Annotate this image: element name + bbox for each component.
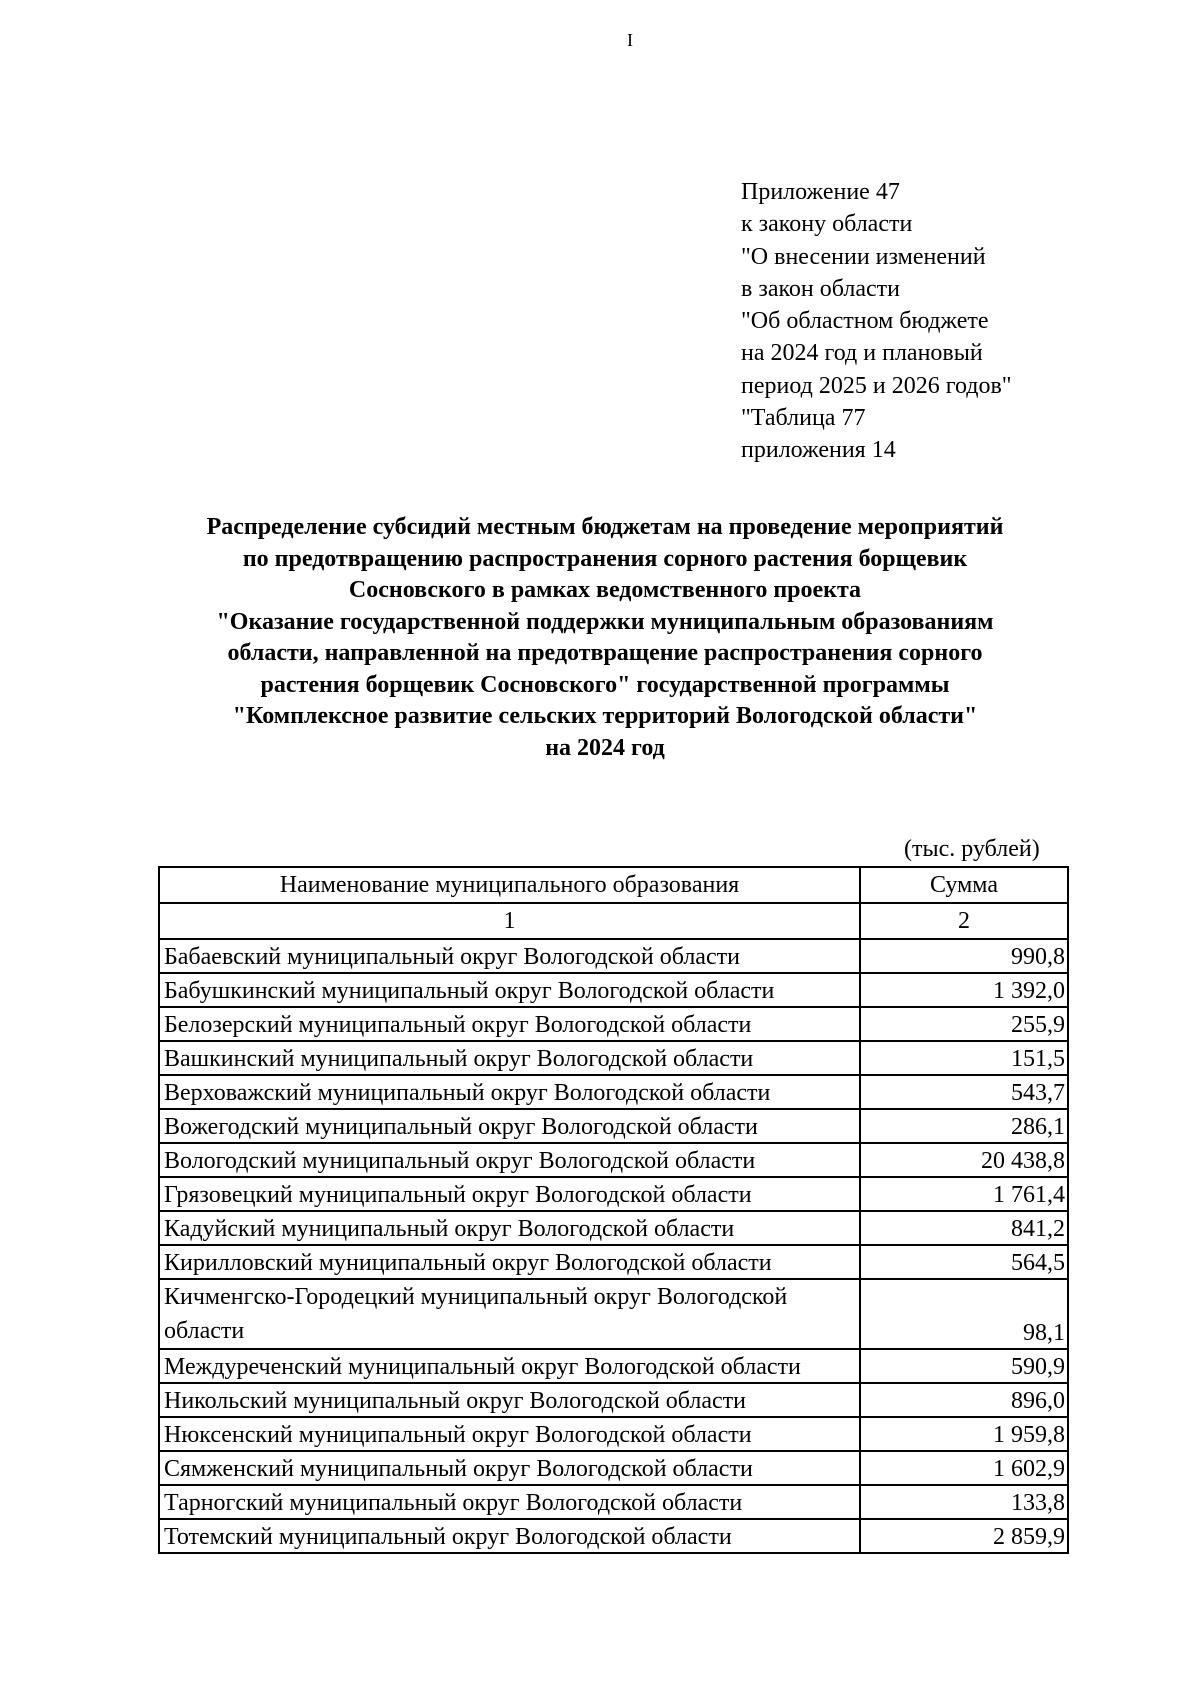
appendix-line: период 2025 и 2026 годов" [741, 372, 1012, 399]
subsidy-amount: 2 859,9 [860, 1519, 1068, 1553]
header-sum-cell: Сумма [860, 867, 1068, 903]
municipality-name: Междуреченский муниципальный округ Вологодской области [159, 1349, 860, 1383]
table-row [159, 1451, 1068, 1485]
appendix-line: "Об областном бюджете [741, 308, 989, 335]
municipality-name: Кичменгско-Городецкий муниципальный округ Вологодской области [159, 1279, 860, 1349]
appendix-line: к закону области [741, 211, 913, 238]
subsidy-amount: 990,8 [860, 939, 1068, 973]
appendix-reference [741, 176, 1012, 467]
subsidy-table [158, 866, 1069, 1554]
table-row [159, 1485, 1068, 1519]
appendix-line: в закон области [741, 275, 900, 302]
table-row [159, 1349, 1068, 1383]
header-name-cell: Наименование муниципального образования [159, 867, 860, 903]
subsidy-amount: 1 761,4 [860, 1177, 1068, 1211]
subsidy-amount: 98,1 [860, 1279, 1068, 1349]
appendix-line: приложения 14 [741, 437, 896, 464]
table-row [159, 1519, 1068, 1553]
subsidy-amount: 151,5 [860, 1041, 1068, 1075]
table-numbering-row [159, 903, 1068, 939]
document-title [160, 512, 1050, 764]
table-row [159, 1007, 1068, 1041]
table-header-row [159, 867, 1068, 903]
table-row [159, 1143, 1068, 1177]
numbering-cell-1: 1 [159, 903, 860, 939]
title-line: на 2024 год [545, 734, 665, 761]
subsidy-amount: 1 602,9 [860, 1451, 1068, 1485]
table-row [159, 939, 1068, 973]
subsidy-amount: 896,0 [860, 1383, 1068, 1417]
units-label: (тыс. рублей) [904, 836, 1040, 862]
municipality-name: Сямженский муниципальный округ Вологодской области [159, 1451, 860, 1485]
table-row [159, 1075, 1068, 1109]
table-row [159, 1417, 1068, 1451]
municipality-name: Бабаевский муниципальный округ Вологодской области [159, 939, 860, 973]
title-line: по предотвращению распространения сорного растения борщевик [242, 545, 968, 572]
subsidy-amount: 255,9 [860, 1007, 1068, 1041]
subsidy-amount: 564,5 [860, 1245, 1068, 1279]
municipality-name: Никольский муниципальный округ Вологодской области [159, 1383, 860, 1417]
subsidy-amount: 590,9 [860, 1349, 1068, 1383]
subsidy-amount: 133,8 [860, 1485, 1068, 1519]
title-line: Сосновского в рамках ведомственного проекта [348, 577, 862, 603]
municipality-name: Кадуйский муниципальный округ Вологодской области [159, 1211, 860, 1245]
subsidy-amount: 1 392,0 [860, 973, 1068, 1007]
numbering-cell-2: 2 [860, 903, 1068, 939]
title-line: "Оказание государственной поддержки муниципальным образованиям [216, 608, 994, 635]
subsidy-amount: 20 438,8 [860, 1143, 1068, 1177]
subsidy-amount: 543,7 [860, 1075, 1068, 1109]
table-row [159, 1279, 1068, 1349]
table-row [159, 1211, 1068, 1245]
page-mark: I [627, 30, 633, 50]
municipality-name: Тарногский муниципальный округ Вологодской области [159, 1485, 860, 1519]
appendix-line: "О внесении изменений [741, 243, 986, 270]
table-row [159, 1383, 1068, 1417]
municipality-name: Вожегодский муниципальный округ Вологодской области [159, 1109, 860, 1143]
municipality-name: Вологодский муниципальный округ Вологодской области [159, 1143, 860, 1177]
appendix-line: на 2024 год и плановый [741, 340, 983, 367]
appendix-line: Приложение 47 [741, 179, 900, 205]
subsidy-amount: 286,1 [860, 1109, 1068, 1143]
title-line: области, направленной на предотвращение распространения сорного [227, 640, 983, 666]
table-row [159, 1109, 1068, 1143]
municipality-name: Верховажский муниципальный округ Вологодской области [159, 1075, 860, 1109]
municipality-name: Бабушкинский муниципальный округ Вологодской области [159, 973, 860, 1007]
municipality-name: Белозерский муниципальный округ Вологодской области [159, 1007, 860, 1041]
table-row [159, 1177, 1068, 1211]
municipality-name: Грязовецкий муниципальный округ Вологодской области [159, 1177, 860, 1211]
appendix-line: "Таблица 77 [741, 405, 866, 432]
municipality-name: Кирилловский муниципальный округ Вологодской области [159, 1245, 860, 1279]
table-row [159, 1041, 1068, 1075]
table-row [159, 973, 1068, 1007]
subsidy-amount: 841,2 [860, 1211, 1068, 1245]
municipality-name: Вашкинский муниципальный округ Вологодской области [159, 1041, 860, 1075]
subsidy-amount: 1 959,8 [860, 1417, 1068, 1451]
title-line: растения борщевик Сосновского" государственной программы [260, 671, 950, 698]
municipality-name: Нюксенский муниципальный округ Вологодской области [159, 1417, 860, 1451]
title-line: "Комплексное развитие сельских территорий Вологодской области" [232, 703, 978, 729]
title-line: Распределение субсидий местным бюджетам на проведение мероприятий [206, 514, 1004, 540]
municipality-name: Тотемский муниципальный округ Вологодской области [159, 1519, 860, 1553]
table-row [159, 1245, 1068, 1279]
